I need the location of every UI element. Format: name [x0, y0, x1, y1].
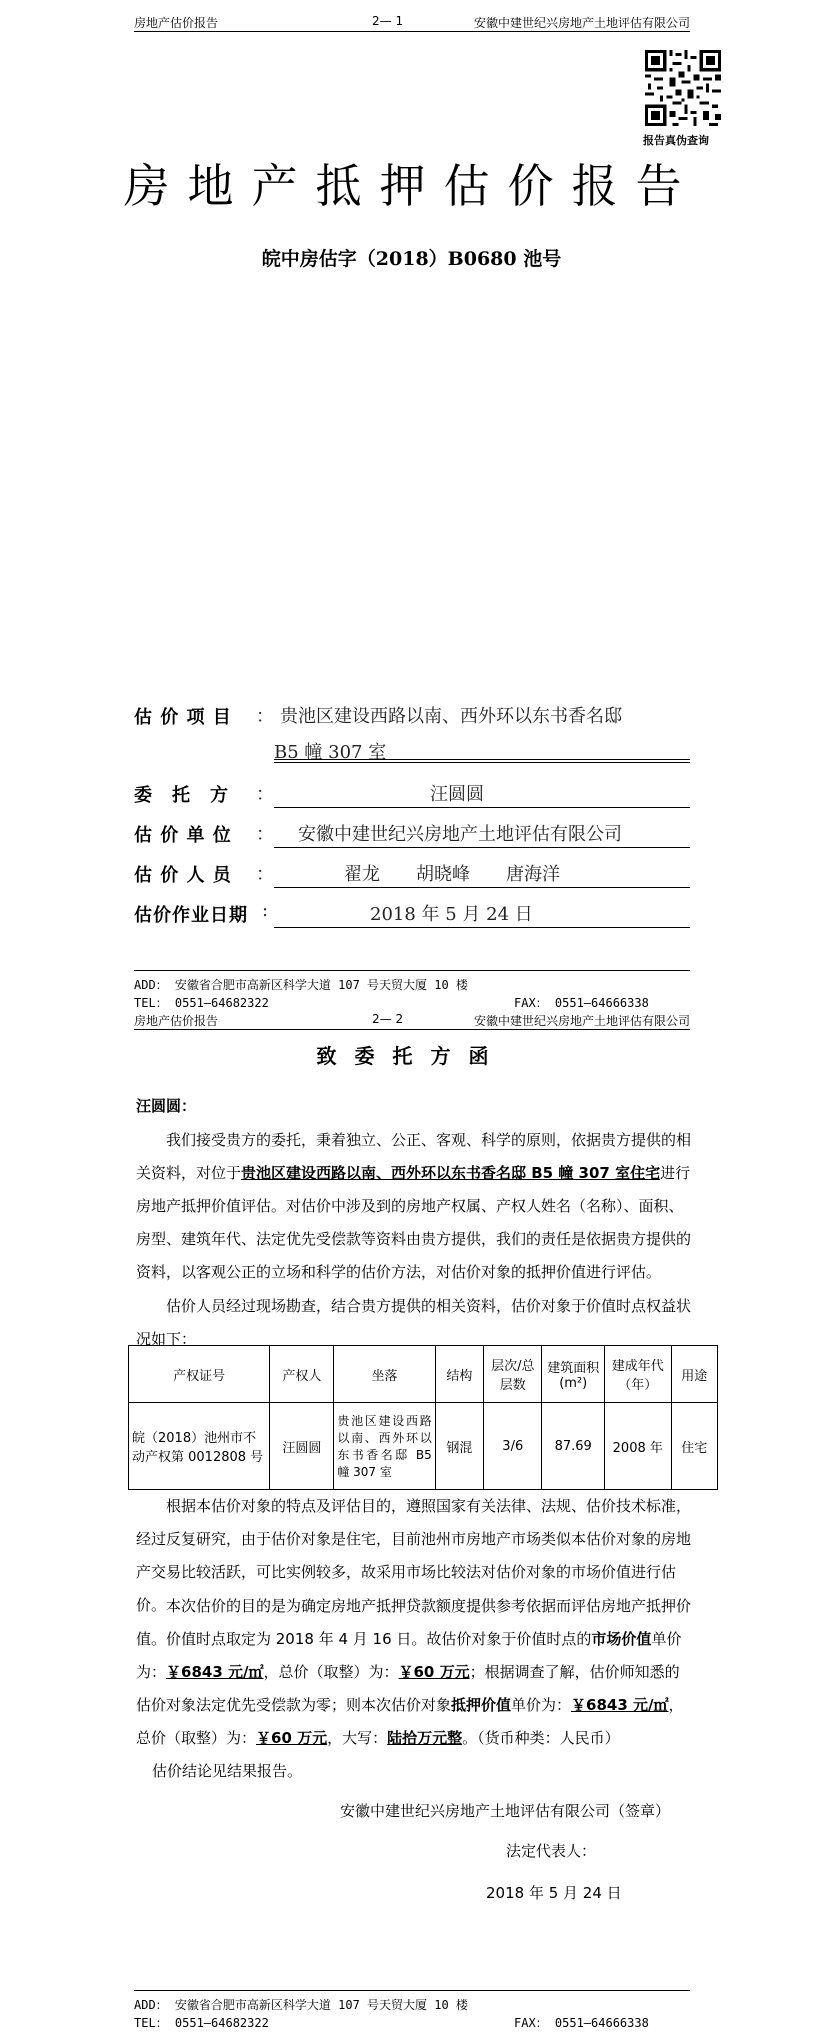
field-client — [134, 778, 694, 808]
page2-header — [0, 1010, 823, 1030]
paragraph-3: 根据本估价对象的特点及评估目的，遵照国家有关法律、法规、估价技术标准，经过反复研究，由于估价对象是住宅，目前池州市房地产市场类似本估价对象的房地产交易比较活跃，可比实例较多，故采用市场比较法对估价对象的市场价值进行估价。 — [136, 1497, 692, 1614]
field-appraisers — [134, 858, 694, 888]
table-header-cell: 建筑面积(m²) — [542, 1346, 605, 1403]
table-cell: 贵池区建设西路以南、西外环以东书香名邸 B5 幢 307 室 — [334, 1403, 435, 1490]
field-appraisers-label: 估 价 人 员 — [134, 865, 232, 886]
signature-company: 安徽中建世纪兴房地产土地评估有限公司（签章） — [340, 1802, 671, 1820]
property-address: 贵池区建设西路以南、西外环以东书香名邸 B5 幢 307 室住宅 — [241, 1164, 661, 1182]
table-cell: 汪圆圆 — [270, 1403, 334, 1490]
table-cell: 2008 年 — [605, 1403, 672, 1490]
field-appraisers-sep: ： — [256, 864, 274, 885]
paragraph-1 — [136, 1124, 692, 1289]
header-right: 安徽中建世纪兴房地产土地评估有限公司 — [474, 16, 691, 30]
qr-label: 报告真伪查询 — [643, 134, 709, 147]
field-appraisers-underline — [274, 887, 690, 888]
paragraph-4 — [136, 1590, 692, 1755]
header-left: 房地产估价报告 — [134, 16, 219, 30]
field-project-value-cont: B5 幢 307 室 — [274, 742, 387, 763]
field-project-underline-2 — [274, 762, 690, 763]
property-table — [128, 1345, 718, 1490]
field-client-label: 委 托 方 — [134, 785, 229, 806]
table-row — [129, 1403, 718, 1490]
table-header-cell: 用途 — [671, 1346, 717, 1403]
paragraph-4-text: ，总价（取整）为： — [263, 1663, 399, 1681]
footer-rule — [134, 1990, 690, 1991]
paragraph-4-text: ，总价（取整）为： — [136, 1696, 684, 1747]
paragraph-4-text: 本次估价的目的是为确定房地产抵押贷款额度提供参考依据而评估房地产抵押价值。价值时点取定为 2018 年 4 月 16 日。故估价对象于价值时点的 — [136, 1597, 692, 1648]
paragraph-4-text: ；根据调查了解，估价师知悉的估价对象法定优先受偿款为零；则本次估价对象 — [136, 1663, 680, 1714]
table-cell: 住宅 — [671, 1403, 717, 1490]
table-cell: 87.69 — [542, 1403, 605, 1490]
report-title: 房地产抵押估价报告 — [123, 159, 700, 213]
field-client-underline — [274, 807, 690, 808]
footer-tel: TEL： 0551—64682322 — [134, 996, 269, 1010]
paragraph-4-text: 单价为： — [511, 1696, 572, 1714]
mortgage-unit-price: ￥6843 元/㎡ — [571, 1696, 669, 1714]
field-work-date-sep: : — [262, 900, 269, 921]
field-appraiser-unit-sep: ： — [256, 824, 274, 845]
table-header-cell: 产权证号 — [129, 1346, 270, 1403]
signature-date: 2018 年 5 月 24 日 — [486, 1884, 622, 1902]
field-project-label: 估 价 项 目 — [134, 707, 232, 728]
table-header-cell: 坐落 — [334, 1346, 435, 1403]
table-header-row — [129, 1346, 718, 1403]
field-appraiser-unit — [134, 818, 694, 848]
field-appraiser-unit-value: 安徽中建世纪兴房地产土地评估有限公司 — [298, 824, 622, 845]
field-work-date-value: 2018 年 5 月 24 日 — [370, 904, 533, 925]
paragraph-4-text: 。（货币种类：人民币） — [462, 1729, 620, 1747]
letter-title: 致委托方函 — [316, 1044, 507, 1068]
market-value-label: 市场价值 — [591, 1630, 652, 1648]
qr-code-icon — [645, 50, 721, 126]
field-project — [134, 700, 694, 763]
field-work-date — [134, 898, 694, 928]
header-rule — [134, 1029, 690, 1030]
field-client-sep: ： — [256, 784, 274, 805]
market-unit-price: ￥6843 元/㎡ — [166, 1663, 264, 1681]
field-appraiser-unit-label: 估 价 单 位 — [134, 825, 232, 846]
mortgage-value-label: 抵押价值 — [451, 1696, 512, 1714]
salutation: 汪圆圆： — [136, 1097, 197, 1115]
field-work-date-underline — [274, 927, 690, 928]
field-work-date-label: 估价作业日期 — [134, 905, 248, 926]
mortgage-total-price: ￥60 万元 — [256, 1729, 328, 1747]
footer-tel: TEL： 0551—64682322 — [134, 2016, 269, 2030]
header-rule — [134, 31, 690, 32]
table-header-cell: 层次/总层数 — [484, 1346, 542, 1403]
footer-address: ADD： 安徽省合肥市高新区科学大道 107 号天贸大厦 10 楼 — [134, 978, 468, 992]
table-header-cell: 产权人 — [270, 1346, 334, 1403]
header-right: 安徽中建世纪兴房地产土地评估有限公司 — [474, 1014, 691, 1028]
table-cell: 皖（2018）池州市不动产权第 0012808 号 — [129, 1403, 270, 1490]
field-client-value: 汪圆圆 — [430, 784, 484, 805]
field-appraiser-unit-underline — [274, 847, 690, 848]
header-page-number: 2— 1 — [372, 14, 404, 28]
footer-address: ADD： 安徽省合肥市高新区科学大道 107 号天贸大厦 10 楼 — [134, 1998, 468, 2012]
table-header-cell: 结构 — [435, 1346, 483, 1403]
paragraph-4-text: ，大写： — [327, 1729, 388, 1747]
paragraph-1-text-a: 我们接受贵方的委托，秉着独立、公正、客观、科学的原则，依据贵方提供的相关资料，对位于 — [136, 1131, 692, 1182]
header-page-number: 2— 2 — [372, 1012, 404, 1026]
field-appraisers-value: 翟龙 胡晓峰 唐海洋 — [344, 864, 560, 885]
paragraph-5: 估价结论见结果报告。 — [152, 1762, 303, 1780]
signature-legal-rep: 法定代表人： — [506, 1842, 597, 1860]
total-in-words: 陆拾万元整 — [387, 1729, 463, 1747]
document-number: 皖中房估字（2018）B0680 池号 — [261, 248, 562, 270]
page1-header — [0, 12, 823, 32]
paragraph-2: 估价人员经过现场勘查，结合贵方提供的相关资料，估价对象于价值时点权益状况如下： — [136, 1297, 692, 1348]
footer-fax: FAX： 0551—64666338 — [514, 2016, 649, 2030]
table-cell: 钢混 — [435, 1403, 483, 1490]
footer-fax: FAX： 0551—64666338 — [514, 996, 649, 1010]
field-project-sep: ： — [256, 706, 274, 727]
market-total-price: ￥60 万元 — [398, 1663, 470, 1681]
table-cell: 3/6 — [484, 1403, 542, 1490]
footer-rule — [134, 970, 690, 971]
field-project-value: 贵池区建设西路以南、西外环以东书香名邸 — [280, 706, 622, 727]
header-left: 房地产估价报告 — [134, 1014, 219, 1028]
table-header-cell: 建成年代（年） — [605, 1346, 672, 1403]
paragraph-1-text-c: 进行房地产抵押价值评估。对估价中涉及到的房地产权属、产权人姓名（名称）、面积、房型、建筑年代、法定优先受偿款等资料由贵方提供，我们的责任是依据贵方提供的资料，以客观公正的立场和科学的估价方法，对估价对象的抵押价值进行评估。 — [136, 1164, 692, 1281]
paragraph-4-text: 单价为： — [136, 1630, 682, 1681]
